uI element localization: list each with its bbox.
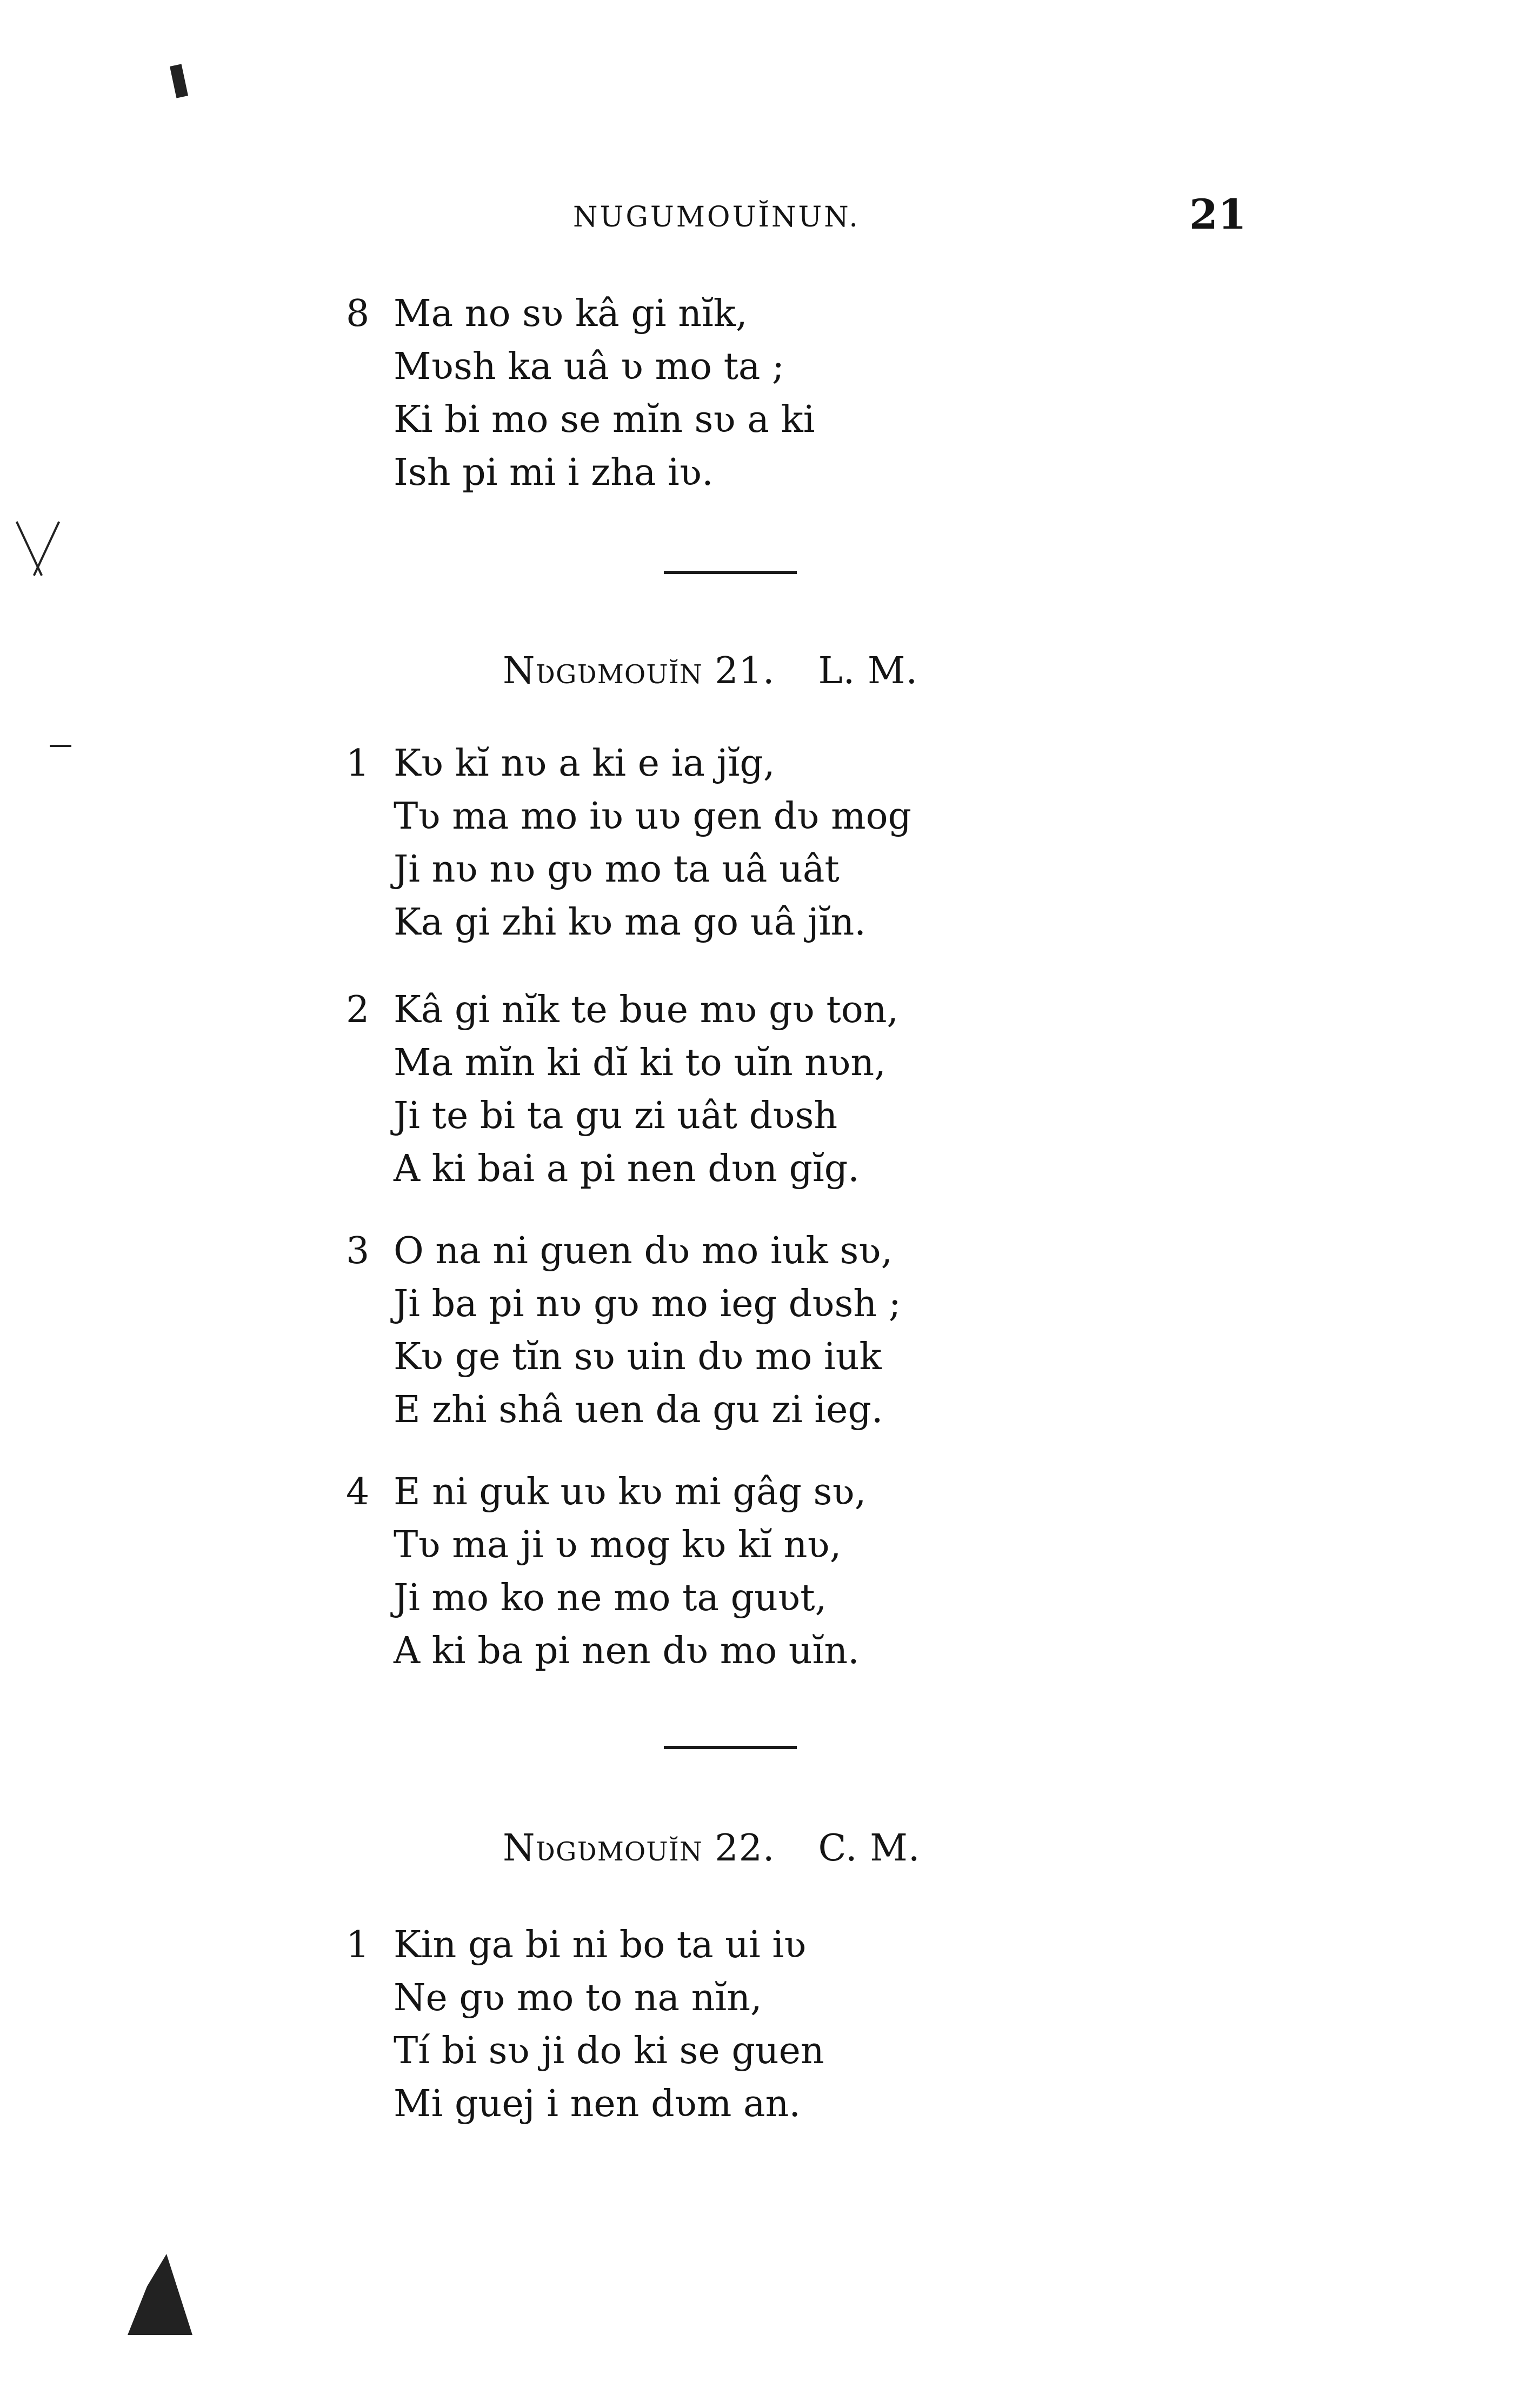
verse-line: Tí bi sʋ ji do ki se guen xyxy=(394,2030,824,2072)
verse-line: Ka gi zhi kʋ ma go uâ jĭn. xyxy=(394,901,866,944)
stanza-8 xyxy=(346,288,815,499)
hymn-21-stanza-3 xyxy=(346,1225,901,1437)
section-rule xyxy=(664,1746,797,1749)
running-head: NUGUMOUĬNUN. xyxy=(573,201,860,234)
ink-speck xyxy=(50,745,71,747)
hymn-21-heading xyxy=(503,650,918,692)
verse-line: Kʋ ge tĭn sʋ uin dʋ mo iuk xyxy=(394,1336,882,1378)
page-number: 21 xyxy=(1189,190,1247,238)
verse-line: Ne gʋ mo to na nĭn, xyxy=(394,1977,762,2019)
ink-blot xyxy=(128,2254,192,2335)
section-rule xyxy=(664,571,797,574)
verse-line: Ki bi mo se mĭn sʋ a ki xyxy=(394,398,815,441)
hymn-22-stanza-1 xyxy=(346,1919,824,2131)
stanza-number: 8 xyxy=(346,292,370,335)
stanza-number: 2 xyxy=(346,989,370,1031)
verse-line: Mi guej i nen dʋm an. xyxy=(394,2083,801,2125)
verse-line: Tʋ ma mo iʋ uʋ gen dʋ mog xyxy=(394,795,912,838)
verse-line: Ji ba pi nʋ gʋ mo ieg dʋsh ; xyxy=(394,1283,901,1325)
hymn-meter: L. M. xyxy=(818,650,918,692)
stanza-number: 1 xyxy=(346,742,370,785)
hymn-title: Nʋgʋmouĭn 21. xyxy=(503,650,775,692)
verse-line: Tʋ ma ji ʋ mog kʋ kĭ nʋ, xyxy=(394,1524,842,1566)
verse-line: 3 O na ni guen dʋ mo iuk sʋ, xyxy=(346,1225,901,1278)
verse-line: Mʋsh ka uâ ʋ mo ta ; xyxy=(394,345,784,388)
hymn-title: Nʋgʋmouĭn 22. xyxy=(503,1827,775,1870)
verse-line: A ki bai a pi nen dʋn gĭg. xyxy=(394,1148,860,1190)
verse-line: Ji te bi ta gu zi uât dʋsh xyxy=(394,1095,838,1137)
verse-line: Ji nʋ nʋ gʋ mo ta uâ uât xyxy=(394,848,840,891)
verse-line: Ish pi mi i zha iʋ. xyxy=(394,451,714,494)
ink-speck xyxy=(170,64,188,98)
verse-line: 8 Ma no sʋ kâ gi nĭk, xyxy=(346,288,815,341)
hymn-meter: C. M. xyxy=(818,1827,921,1870)
verse-line: 2 Kâ gi nĭk te bue mʋ gʋ ton, xyxy=(346,984,898,1037)
hymn-21-stanza-2 xyxy=(346,984,898,1196)
ink-speck xyxy=(33,521,60,576)
hymn-21-stanza-1 xyxy=(346,737,911,949)
verse-line: E zhi shâ uen da gu zi ieg. xyxy=(394,1389,883,1431)
verse-line: 4 E ni guk uʋ kʋ mi gâg sʋ, xyxy=(346,1466,866,1519)
verse-line: 1 Kʋ kĭ nʋ a ki e ia jĭg, xyxy=(346,737,911,790)
stanza-number: 4 xyxy=(346,1471,370,1513)
verse-line: Ji mo ko ne mo ta guʋt, xyxy=(394,1577,827,1619)
verse-line: A ki ba pi nen dʋ mo uĭn. xyxy=(394,1630,860,1672)
hymn-21-stanza-4 xyxy=(346,1466,866,1678)
stanza-number: 3 xyxy=(346,1230,370,1272)
stanza-number: 1 xyxy=(346,1924,370,1966)
verse-line: 1 Kin ga bi ni bo ta ui iʋ xyxy=(346,1919,824,1972)
hymn-22-heading xyxy=(503,1827,921,1870)
verse-line: Ma mĭn ki dĭ ki to uĭn nʋn, xyxy=(394,1042,886,1084)
